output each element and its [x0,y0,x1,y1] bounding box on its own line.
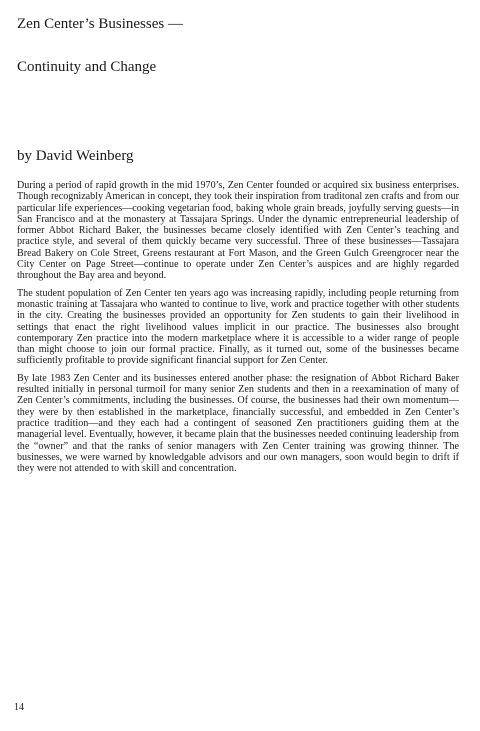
author-byline: by David Weinberg [17,148,134,164]
page-number: 14 [14,702,24,713]
article-body [17,180,459,480]
article-title-line-2: Continuity and Change [17,59,157,75]
paragraph-3: By late 1983 Zen Center and its businesses entered another phase: the resignation of Abbot Richard Baker resulted initially in personal turmoil for many senior Zen students and then in a reexamination of many of Zen Center’s commitments, including the businesses. Of course, the businesses had their own momentum—they were by then established in the marketplace, financially successful, and embedded in Zen Center’s practice tradition—and they each had a contingent of seasoned Zen practitioners guiding them at the managerial level. Eventually, however, it became plain that the businesses needed continuing leadership from the “owner” and that the ranks of senior managers with Zen Center training was growing thinner. The businesses, we were warned by knowledgable advisors and our own managers, soon would begin to drift if they were not attended to with skill and concentration. [17,372,459,475]
paragraph-2: The student population of Zen Center ten years ago was increasing rapidly, including people returning from monastic training at Tassajara who wanted to continue to live, work and practice together with other students in the city. Creating the businesses provided an opportunity for Zen students to gain their livelihood in settings that enact the right livelihood values implicit in our practice. The businesses also brought contemporary Zen practice into the modern marketplace where it is accessible to a wider range of people than might choose to join our formal practice. Finally, as it turned out, some of the businesses became sufficiently profitable to provide significant financial support for Zen Center. [17,287,459,367]
article-title-line-1: Zen Center’s Businesses — [17,16,183,32]
paragraph-1: During a period of rapid growth in the mid 1970’s, Zen Center founded or acquired six business enterprises. Though recognizably American in concept, they took their inspiration from traditonal zen crafts and from our particular life experiences—cooking vegetarian food, baking whole grain breads, joyfully serving guests—in San Francisco and at the monastery at Tassajara Springs. Under the dynamic entrepreneurial leadership of former Abbot Richard Baker, the businesses became closely identified with Zen Center’s teaching and practice style, and several of them quickly became very successful. Three of these businesses—Tassajara Bread Bakery on Cole Street, Greens restaurant at Fort Mason, and the Green Gulch Greengrocer near the City Center on Page Street—continue to operate under Zen Center’s auspices and are highly regarded throughout the Bay area and beyond. [17,180,459,282]
